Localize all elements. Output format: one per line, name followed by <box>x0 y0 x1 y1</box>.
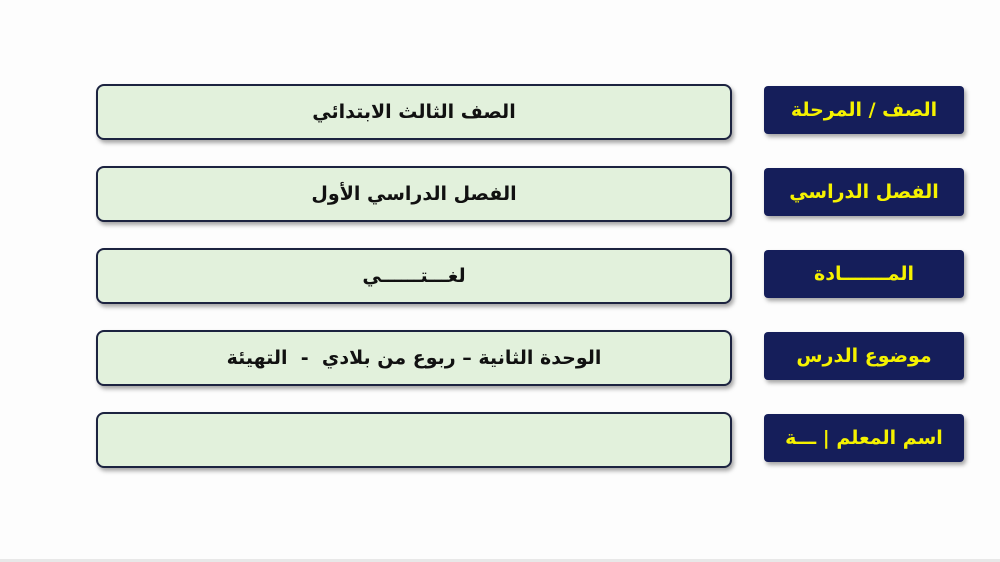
info-row-grade <box>96 84 966 140</box>
grade-label-box <box>764 86 964 134</box>
lesson-topic-label-box <box>764 332 964 380</box>
lesson-topic-value-box <box>96 330 732 386</box>
semester-label: الفصل الدراسي <box>789 181 939 203</box>
grade-value: الصف الثالث الابتدائي <box>312 101 516 123</box>
grade-value-box <box>96 84 732 140</box>
grade-label: الصف / المرحلة <box>790 99 938 121</box>
info-row-subject <box>96 248 966 304</box>
subject-label-box <box>764 250 964 298</box>
subject-label: المـــــــادة <box>814 263 914 285</box>
info-row-semester <box>96 166 966 222</box>
semester-value-box <box>96 166 732 222</box>
teacher-name-value-box <box>96 412 732 468</box>
semester-label-box <box>764 168 964 216</box>
lesson-topic-value: الوحدة الثانية – ربوع من بلادي - التهيئة <box>226 347 602 369</box>
semester-value: الفصل الدراسي الأول <box>311 183 517 205</box>
info-row-lesson-topic <box>96 330 966 386</box>
subject-value-box <box>96 248 732 304</box>
lesson-topic-label: موضوع الدرس <box>796 345 932 367</box>
teacher-name-label: اسم المعلم | ـــة <box>785 427 943 449</box>
subject-value: لغـــتــــــي <box>362 265 466 287</box>
info-row-teacher-name <box>96 412 966 468</box>
teacher-name-label-box <box>764 414 964 462</box>
